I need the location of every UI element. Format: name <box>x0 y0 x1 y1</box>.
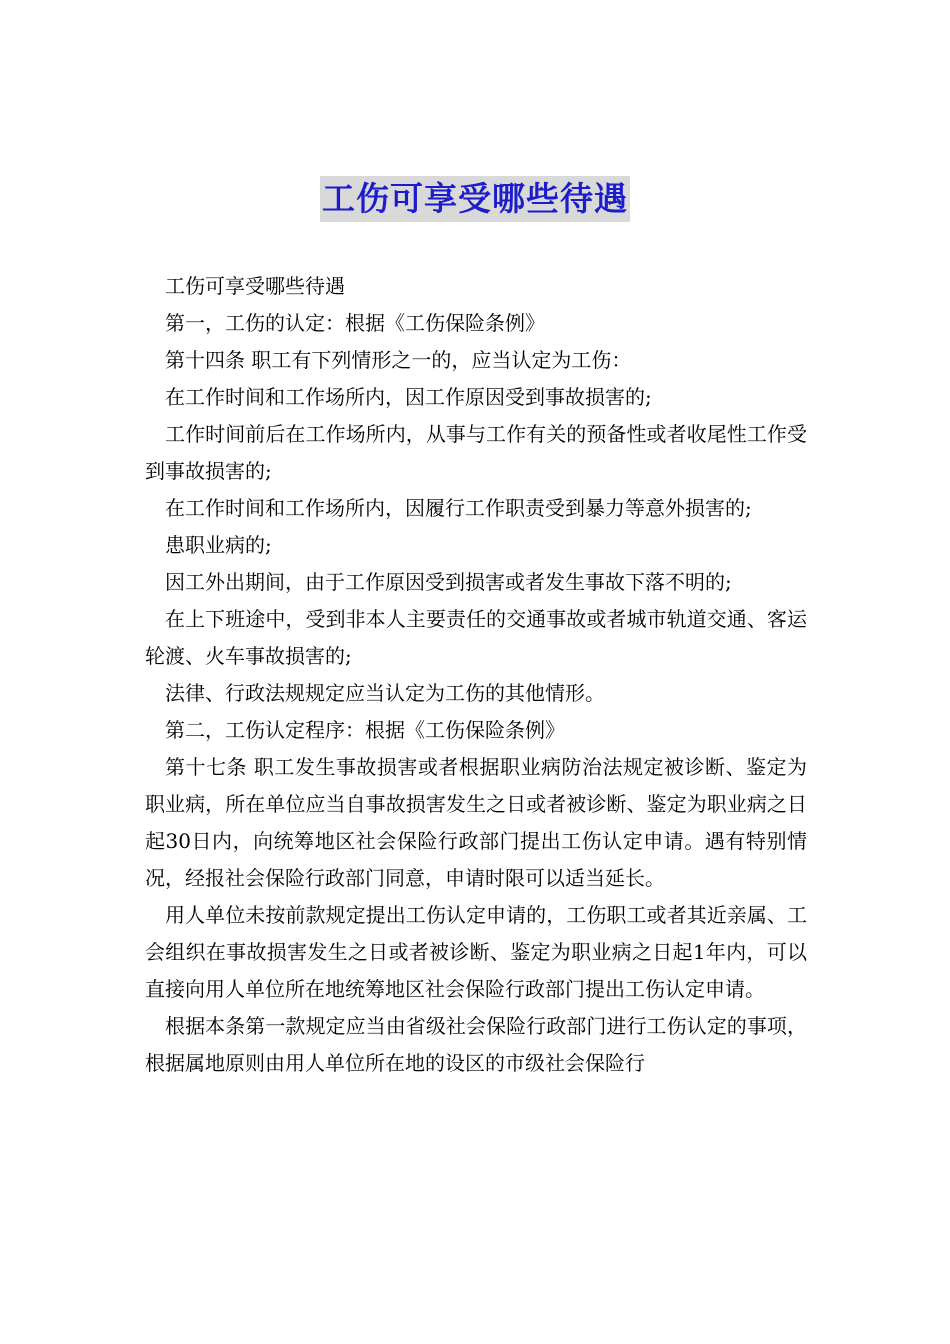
paragraph: 用人单位未按前款规定提出工伤认定申请的，工伤职工或者其近亲属、工会组织在事故损害发生之日或者被诊断、鉴定为职业病之日起1年内，可以直接向用人单位所在地统筹地区社会保险行政部门提出工伤认定申请。 <box>145 903 807 1001</box>
paragraph: 患职业病的; <box>165 533 272 557</box>
paragraph: 在上下班途中，受到非本人主要责任的交通事故或者城市轨道交通、客运轮渡、火车事故损害的; <box>145 607 807 668</box>
paragraph: 因工外出期间，由于工作原因受到损害或者发生事故下落不明的; <box>165 570 732 594</box>
document-body <box>145 268 807 1082</box>
paragraph: 第十七条 职工发生事故损害或者根据职业病防治法规定被诊断、鉴定为职业病，所在单位应当自事故损害发生之日或者被诊断、鉴定为职业病之日起30日内，向统筹地区社会保险行政部门提出工伤认定申请。遇有特别情况，经报社会保险行政部门同意，申请时限可以适当延长。 <box>145 755 807 890</box>
paragraph: 工作时间前后在工作场所内，从事与工作有关的预备性或者收尾性工作受到事故损害的; <box>145 422 807 483</box>
paragraph: 在工作时间和工作场所内，因履行工作职责受到暴力等意外损害的; <box>165 496 752 520</box>
title-container <box>0 176 950 222</box>
paragraph: 工伤可享受哪些待遇 <box>165 274 345 298</box>
paragraph: 在工作时间和工作场所内，因工作原因受到事故损害的; <box>165 385 652 409</box>
paragraph: 第一，工伤的认定：根据《工伤保险条例》 <box>165 311 545 335</box>
document-title: 工伤可享受哪些待遇 <box>320 176 630 222</box>
paragraph: 法律、行政法规规定应当认定为工伤的其他情形。 <box>165 681 605 705</box>
paragraph: 第二，工伤认定程序：根据《工伤保险条例》 <box>165 718 565 742</box>
paragraph: 根据本条第一款规定应当由省级社会保险行政部门进行工伤认定的事项，根据属地原则由用人单位所在地的设区的市级社会保险行 <box>145 1014 807 1075</box>
paragraph: 第十四条 职工有下列情形之一的，应当认定为工伤： <box>165 348 632 372</box>
